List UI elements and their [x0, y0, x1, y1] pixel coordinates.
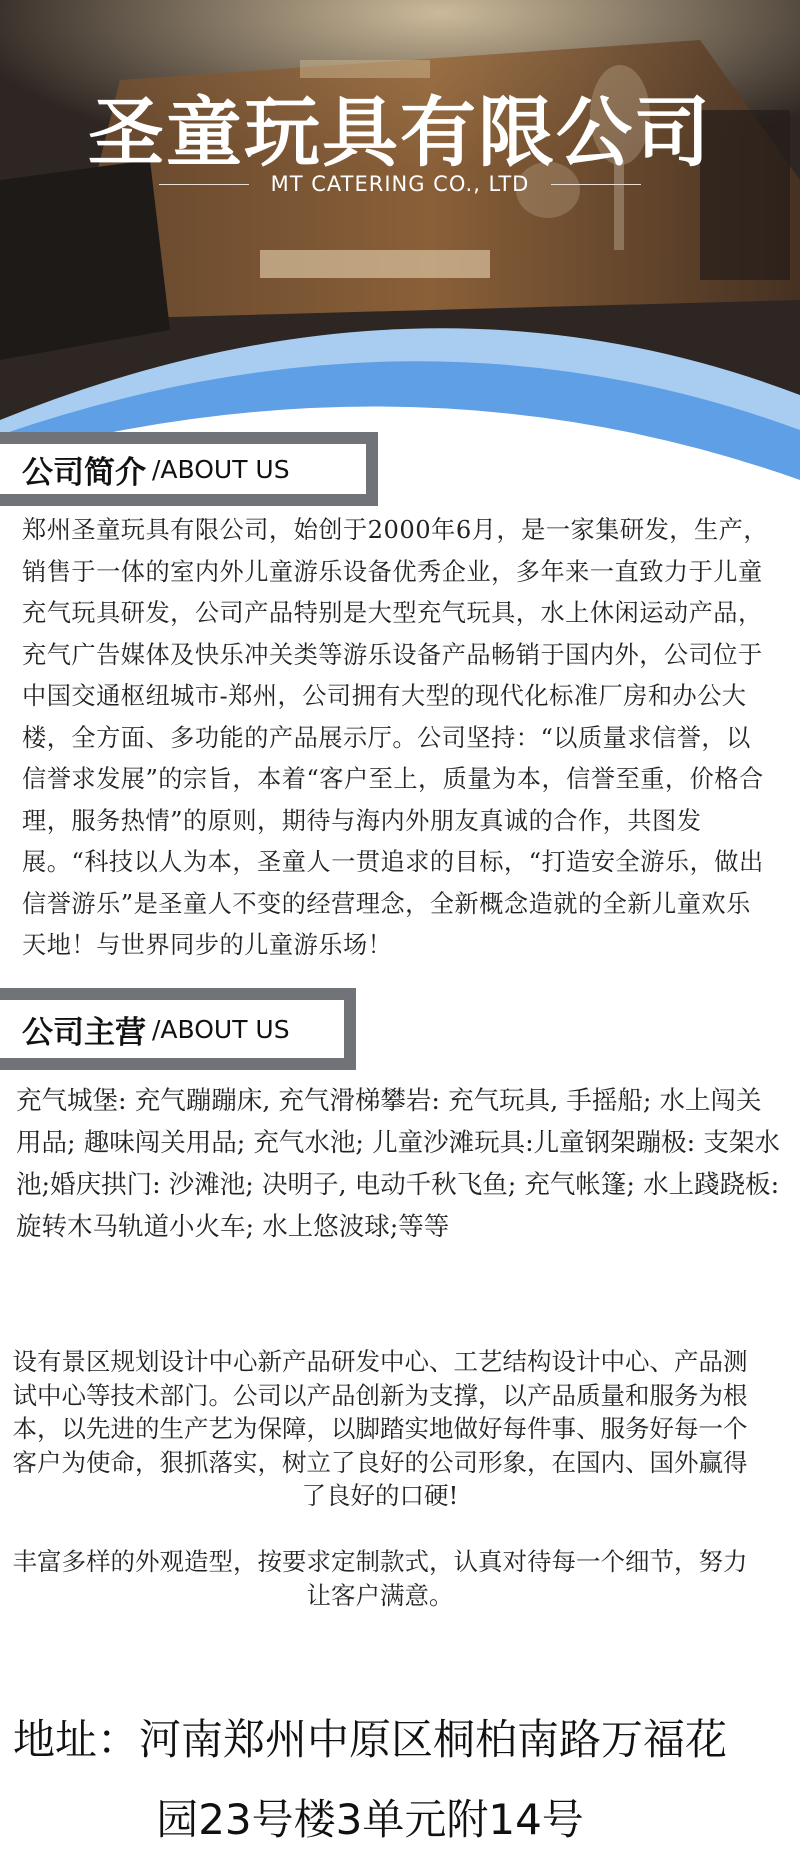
company-subtitle-row [0, 172, 800, 196]
product-list-text: 充气城堡: 充气蹦蹦床, 充气滑梯攀岩: 充气玩具, 手摇船; 水上闯关用品; 趣味闯关用品; 充气水池; 儿童沙滩玩具:儿童钢架蹦极: 支架水池;婚庆拱门: 沙滩池; 决明子, 电动千秋飞鱼; 充气帐篷; 水上踐跷板: 旋转木马轨道小火车; 水上悠波球;等等 [16, 1086, 780, 1242]
about-section-header [0, 432, 378, 506]
company-english-name: MT CATERING CO., LTD [270, 172, 530, 196]
custom-styles-text: 丰富多样的外观造型，按要求定制款式，认真对待每一个细节，努力让客户满意。 [12, 1547, 748, 1610]
about-title-en: /ABOUT US [152, 454, 290, 484]
business-section-header [0, 988, 356, 1070]
subtitle-divider-left [159, 184, 249, 185]
company-intro-text: 郑州圣童玩具有限公司，始创于2000年6月，是一家集研发，生产，销售于一体的室内外儿童游乐设备优秀企业，多年来一直致力于儿童充气玩具研发，公司产品特别是大型充气玩具，水上休闲运动产品，充气广告媒体及快乐冲关类等游乐设备产品畅销于国内外，公司位于中国交通枢纽城市-郑州，公司拥有大型的现代化标准厂房和办公大楼，全方面、多功能的产品展示厅。公司坚持：“以质量求信誉，以信誉求发展”的宗旨，本着“客户至上，质量为本，信誉至重，价格合理，服务热情”的原则，期待与海内外朋友真诚的合作，共图发展。“科技以人为本，圣童人一贯追求的目标，“打造安全游乐，做出信誉游乐”是圣童人不变的经营理念，全新概念造就的全新儿童欢乐天地！与世界同步的儿童游乐场！ [22, 516, 769, 959]
company-address: 地址：河南郑州中原区桐柏南路万福花园23号楼3单元附14号 [12, 1715, 727, 1844]
subtitle-divider-right [551, 184, 641, 185]
business-title-en: /ABOUT US [152, 1014, 290, 1044]
hero-banner [0, 0, 800, 480]
business-title-cn: 公司主营 [22, 1014, 146, 1051]
facilities-text: 设有景区规划设计中心新产品研发中心、工艺结构设计中心、产品测试中心等技术部门。公司以产品创新为支撑，以产品质量和服务为根本，以先进的生产艺为保障，以脚踏实地做好每件事、服务好每一个客户为使命，狠抓落实，树立了良好的公司形象，在国内、国外赢得了良好的口硬! [12, 1347, 748, 1510]
company-title: 圣童玩具有限公司 [88, 88, 712, 177]
about-title-cn: 公司简介 [22, 454, 146, 491]
